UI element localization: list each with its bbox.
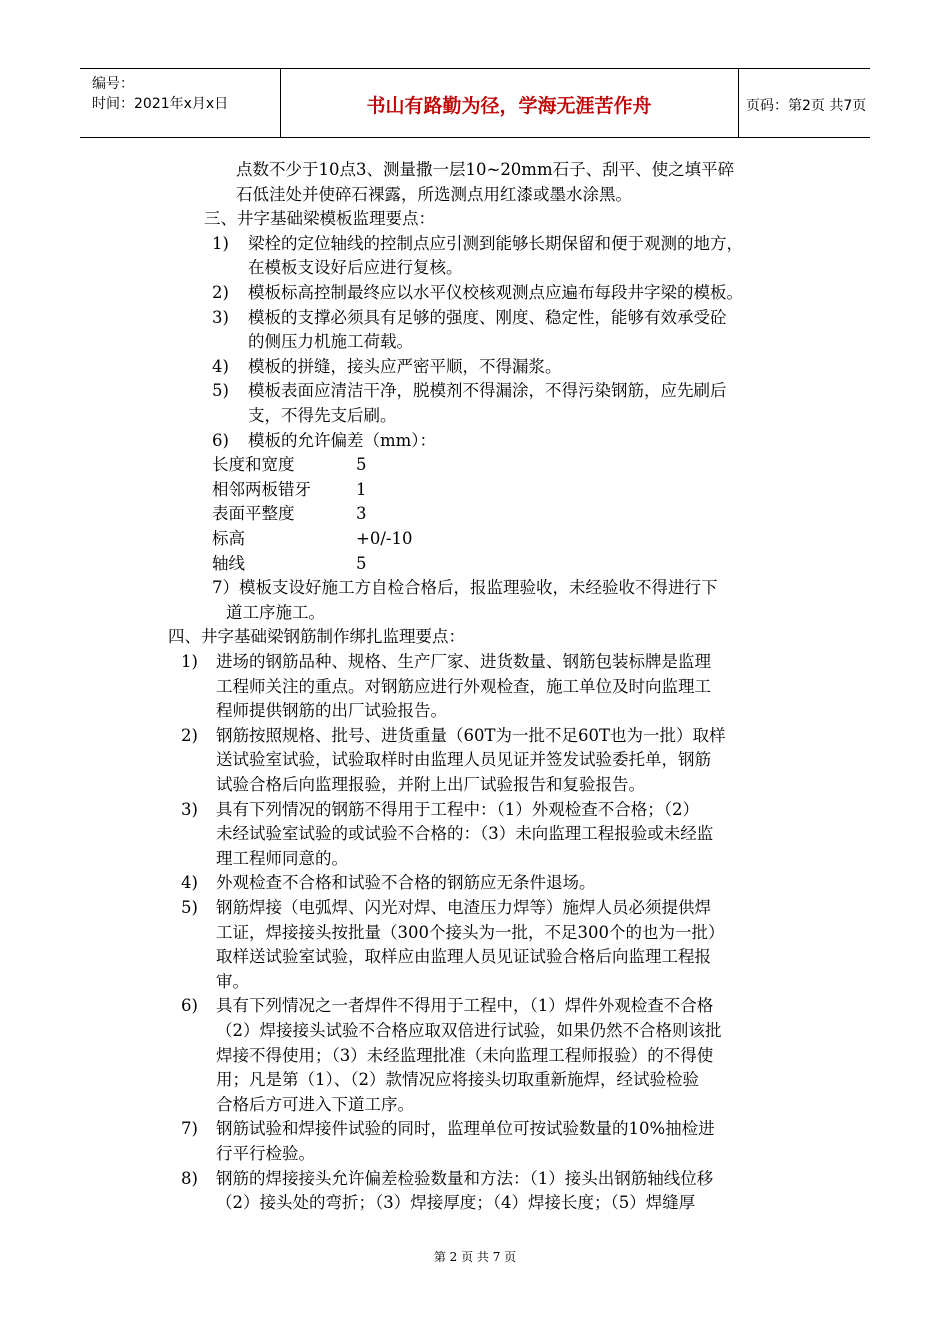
list-item-line: （2）接头处的弯折；（3）焊接厚度；（4）焊接长度；（5）焊缝厚 [216, 1193, 696, 1213]
intro-line: 石低洼处并使碎石裸露，所选测点用红漆或墨水涂黑。 [236, 184, 632, 204]
list-number: 6) [181, 996, 198, 1016]
header-page-cell [738, 69, 870, 137]
tolerance-value: 1 [356, 479, 367, 499]
list-number: 2) [181, 725, 198, 745]
page-info: 页码：第2页 共7页 [746, 98, 867, 114]
list-number: 7) [181, 1119, 198, 1139]
list-item-line: 7）模板支设好施工方自检合格后，报监理验收，未经验收不得进行下 [212, 578, 718, 598]
list-item-line: 工证，焊接接头按批量（300个接头为一批，不足300个的也为一批） [216, 922, 725, 942]
list-item-line: 外观检查不合格和试验不合格的钢筋应无条件退场。 [216, 873, 596, 893]
header-motto-cell [280, 69, 739, 137]
list-item-line: 在模板支设好后应进行复核。 [248, 258, 463, 278]
list-item-line: 取样送试验室试验，取样应由监理人员见证试验合格后向监理工程报 [216, 947, 711, 967]
time-label: 时间：2021年x月x日 [92, 96, 229, 112]
list-number: 6) [212, 430, 229, 450]
list-item-line: 未经试验室试验的或试验不合格的：（3）未向监理工程报验或未经监 [216, 824, 714, 844]
list-item-line: 钢筋试验和焊接件试验的同时，监理单位可按试验数量的10%抽检进 [216, 1119, 715, 1139]
list-item-line: 审。 [216, 971, 249, 991]
list-item-line: 用；凡是第（1）、（2）款情况应将接头切取重新施焊，经试验检验 [216, 1070, 699, 1090]
list-item-line: 模板表面应清洁干净，脱模剂不得漏涂，不得污染钢筋，应先刷后 [248, 381, 727, 401]
list-item-line: 具有下列情况之一者焊件不得用于工程中，（1）焊件外观检查不合格 [216, 996, 714, 1016]
list-number: 1) [181, 652, 198, 671]
tolerance-value: +0/-10 [356, 529, 413, 548]
list-number: 5) [181, 898, 198, 917]
section-title: 三、井字基础梁模板监理要点： [204, 209, 435, 229]
list-item-line: 模板标高控制最终应以水平仪校核观测点应遍布每段井字梁的模板。 [248, 283, 743, 302]
header-left-cell [80, 69, 281, 137]
tolerance-name: 相邻两板错牙 [212, 479, 311, 499]
list-number: 4) [181, 873, 198, 893]
list-item-line: 行平行检验。 [216, 1144, 315, 1163]
list-item-line: 焊接不得使用；（3）未经监理批准（未向监理工程师报验）的不得使 [216, 1045, 714, 1065]
tolerance-name: 标高 [212, 529, 245, 548]
list-item-line: 模板的拼缝，接头应严密平顺，不得漏浆。 [248, 356, 562, 376]
list-item-line: 的侧压力机施工荷载。 [248, 332, 413, 352]
list-number: 5) [212, 381, 229, 401]
list-item-line: 试验合格后向监理报验，并附上出厂试验报告和复验报告。 [216, 775, 645, 794]
list-number: 4) [212, 356, 229, 376]
list-item-line: 模板的支撑必须具有足够的强度、刚度、稳定性，能够有效承受砼 [248, 307, 727, 327]
list-number: 3) [181, 799, 198, 819]
list-number: 1) [212, 233, 229, 253]
tolerance-value: 5 [356, 455, 367, 475]
page-header [80, 68, 870, 138]
list-number: 8) [181, 1168, 198, 1188]
intro-line: 点数不少于10点3、测量撒一层10~20mm石子、刮平、使之填平碎 [236, 160, 735, 179]
list-item-line: 道工序施工。 [226, 602, 325, 622]
tolerance-value: 5 [356, 553, 367, 573]
list-item-line: 工程师关注的重点。对钢筋应进行外观检查，施工单位及时向监理工 [216, 676, 711, 696]
list-item-line: （2）焊接接头试验不合格应取双倍进行试验，如果仍然不合格则该批 [216, 1021, 722, 1040]
page-footer: 第 2 页 共 7 页 [433, 1250, 517, 1264]
list-number: 3) [212, 307, 229, 327]
list-item-line: 程师提供钢筋的出厂试验报告。 [216, 701, 447, 721]
list-item-line: 钢筋按照规格、批号、进货重量（60T为一批不足60T也为一批）取样 [216, 725, 726, 745]
list-item-line: 钢筋焊接（电弧焊、闪光对焊、电渣压力焊等）施焊人员必须提供焊 [216, 898, 711, 917]
tolerance-name: 长度和宽度 [212, 455, 295, 475]
list-number: 2) [212, 283, 229, 302]
list-item-line: 具有下列情况的钢筋不得用于工程中：（1）外观检查不合格；（2） [216, 799, 699, 819]
list-item-line: 送试验室试验，试验取样时由监理人员见证并签发试验委托单，钢筋 [216, 750, 711, 770]
tolerance-name: 轴线 [212, 553, 245, 573]
list-item-line: 梁栓的定位轴线的控制点应引测到能够长期保留和便于观测的地方， [248, 233, 743, 253]
list-item-line: 进场的钢筋品种、规格、生产厂家、进货数量、钢筋包装标牌是监理 [216, 652, 711, 671]
list-item-line: 理工程师同意的。 [216, 848, 348, 868]
list-item-line: 钢筋的焊接接头允许偏差检验数量和方法：（1）接头出钢筋轴线位移 [216, 1168, 714, 1188]
list-item-line: 支，不得先支后刷。 [248, 406, 397, 425]
list-item-line: 合格后方可进入下道工序。 [216, 1094, 414, 1114]
motto: 书山有路勤为径，学海无涯苦作舟 [366, 95, 652, 117]
serial-label: 编号： [92, 76, 134, 92]
tolerance-name: 表面平整度 [212, 504, 295, 524]
list-item-line: 模板的允许偏差（mm）： [248, 430, 437, 450]
section-title: 四、井字基础梁钢筋制作绑扎监理要点： [168, 627, 465, 647]
tolerance-value: 3 [356, 504, 367, 524]
